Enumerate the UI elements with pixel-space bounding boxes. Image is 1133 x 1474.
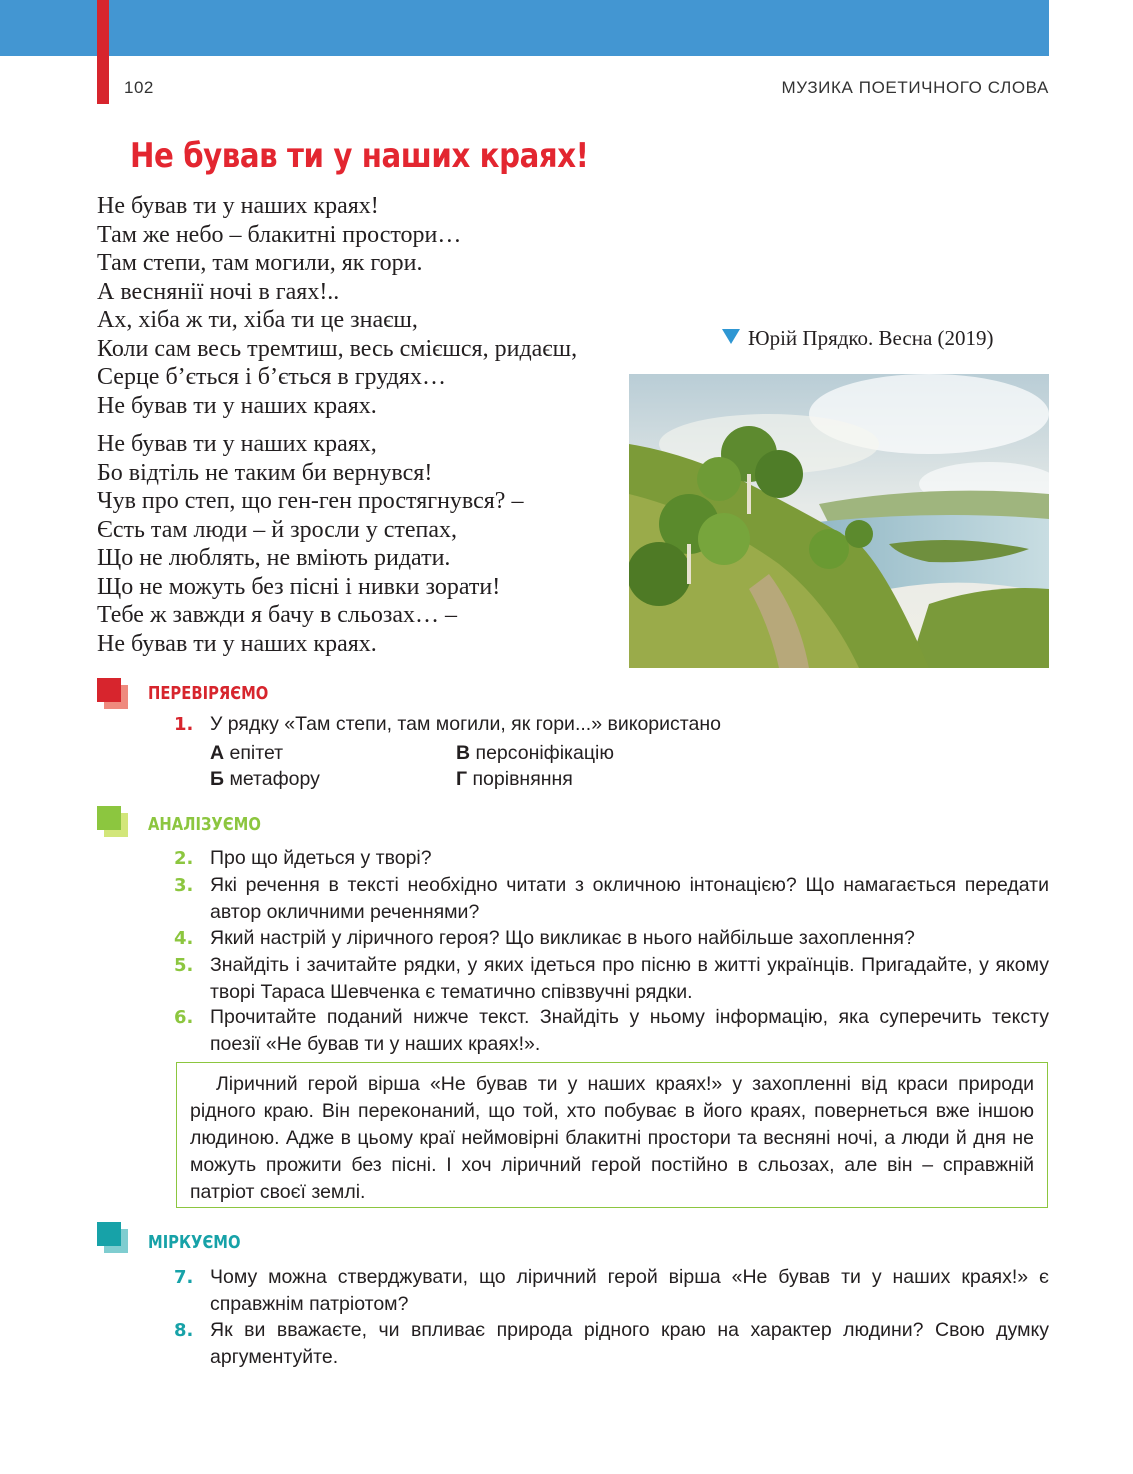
answer-option-h: Г порівняння: [456, 768, 573, 790]
poem-line: Там степи, там могили, як гори.: [97, 250, 423, 276]
answer-option-b: Б метафору: [210, 768, 320, 790]
landscape-painting: [629, 374, 1049, 668]
poem-line: Що не можуть без пісні і нивки зорати!: [97, 573, 501, 600]
think-section-icon: [97, 1222, 127, 1252]
check-section-title: ПЕРЕВІРЯЄМО: [148, 683, 269, 704]
think-section-title: МІРКУЄМО: [148, 1232, 241, 1253]
poem-line: Не бував ти у наших краях,: [97, 431, 377, 457]
question-3: 3. Які речення в тексті необхідно читати з окличною інтонацією? Що намагається передати автор окличними реченнями?: [174, 874, 1049, 923]
poem-line: Там же небо – блакитні простори…: [97, 221, 462, 248]
question-4: 4. Який настрій у ліричного героя? Що викликає в нього найбільше захоплення?: [174, 927, 915, 949]
poem-title: Не бував ти у наших краях!: [130, 136, 589, 176]
poem-line: Не бував ти у наших краях.: [97, 630, 377, 657]
question-6: 6. Прочитайте поданий нижче текст. Знайдіть у ньому інформацію, яка суперечить тексту поезії «Не бував ти у наших краях!».: [174, 1006, 1049, 1055]
top-color-band: [0, 0, 1049, 56]
info-text-box: [176, 1062, 1048, 1208]
landscape-painting-graphic: [629, 374, 1049, 668]
question-text: У рядку «Там степи, там могили, як гори...» використано: [210, 713, 721, 735]
poem-line: Тебе ж завжди я бачу в сльозах… –: [97, 602, 457, 628]
question-5: 5. Знайдіть і зачитайте рядки, у яких ідеться про пісню в житті українців. Пригадайте, у якому творі Тараса Шевченка є тематично співзвучні рядки.: [174, 954, 1049, 1003]
poem-line: Ах, хіба ж ти, хіба ти це знаєш,: [97, 307, 418, 333]
red-edge-marker: [97, 0, 109, 104]
question-number: 1.: [174, 714, 194, 735]
poem-line: Серце б’ється і б’ється в грудях…: [97, 364, 446, 390]
question-7: 7. Чому можна стверджувати, що ліричний герой вірша «Не бував ти у наших краях!» є справжнім патріотом?: [174, 1266, 1049, 1315]
poem-line: Не бував ти у наших краях!: [97, 193, 379, 219]
caption-text: Юрій Прядко. Весна (2019): [748, 326, 994, 350]
poem-line: Коли сам весь тремтиш, весь смієшся, ридаєш,: [97, 335, 578, 362]
analyze-section-title: АНАЛІЗУЄМО: [148, 814, 261, 835]
poem-line: А веснянії ночі в гаях!..: [97, 278, 340, 305]
poem-line: Бо відтіль не таким би вернувся!: [97, 459, 433, 486]
answer-option-v: В персоніфікацію: [456, 742, 614, 764]
info-box-text: Ліричний герой вірша «Не бував ти у наших краях!» у захопленні від краси природи рідного краю. Він переконаний, що той, хто побуває в його краях, повернеться вже іншою людиною. Адже в цьому краї неймовірні блакитні простори та весняні ночі, а люди й дня не можуть прожити без пісні. І хоч ліричний герой постійно в сльозах, але він – справжній патріот своєї землі.: [190, 1073, 1034, 1203]
poem-line: Не бував ти у наших краях.: [97, 392, 377, 419]
poem-text: [97, 192, 577, 668]
question-1: [174, 711, 1049, 738]
analyze-section-icon: [97, 806, 127, 836]
triangle-down-icon: [722, 329, 740, 344]
page-number: 102: [124, 78, 154, 97]
poem-line: Єсть там люди – й зросли у степах,: [97, 516, 457, 543]
poem-stanza-1: [97, 192, 577, 420]
question-2: 2. Про що йдеться у творі?: [174, 847, 432, 869]
question-8: 8. Як ви вважаєте, чи впливає природа рідного краю на характер людини? Свою думку аргументуйте.: [174, 1319, 1049, 1368]
check-section-icon: [97, 678, 127, 708]
poem-line: Чув про степ, що ген-ген простягнувся? –: [97, 488, 524, 514]
poem-line: Що не люблять, не вміють ридати.: [97, 545, 451, 571]
poem-stanza-2: [97, 430, 577, 658]
answer-option-a: А епітет: [210, 742, 284, 764]
running-head: МУЗИКА ПОЕТИЧНОГО СЛОВА: [781, 78, 1049, 97]
illustration-caption: [722, 326, 994, 351]
